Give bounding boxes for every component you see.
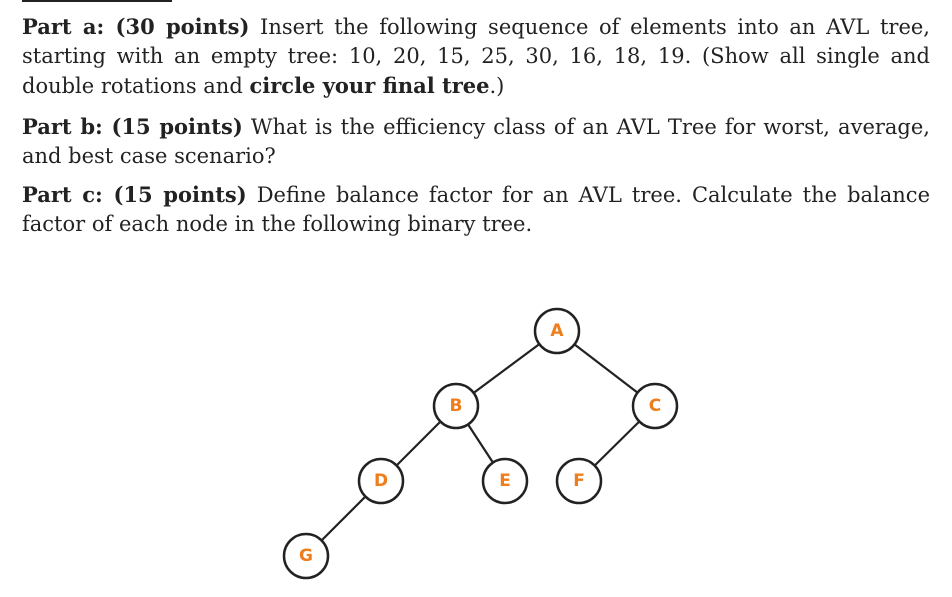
part-c-heading: Part c: (15 points): [22, 182, 247, 207]
tree-node-b-label: B: [449, 396, 463, 416]
tree-node-g: [284, 534, 328, 578]
tree-node-e: [483, 459, 527, 503]
tree-node-a: [535, 309, 579, 353]
tree-node-e-label: E: [499, 471, 511, 491]
tree-node-a-label: A: [550, 321, 564, 341]
part-b-text: What is the efficiency class of an AVL Tree for worst, average, and best case scenario?: [22, 115, 930, 168]
tree-node-b: [434, 384, 478, 428]
tree-edges: [306, 331, 655, 556]
tree-node-d: [359, 459, 403, 503]
part-b-heading: Part b: (15 points): [22, 114, 243, 139]
tree-node-f: [557, 459, 601, 503]
tree-node-d-label: D: [373, 471, 389, 491]
part-a-emphasis: circle your final tree: [249, 73, 490, 98]
tree-node-f-label: F: [573, 471, 585, 491]
tree-node-c: [633, 384, 677, 428]
part-a-heading: Part a: (30 points): [22, 14, 250, 39]
part-c-text: Define balance factor for an AVL tree. Calculate the balance factor of each node in the following binary tree.: [22, 183, 930, 236]
tree-node-g-label: G: [299, 546, 313, 566]
part-a-text-1: Insert the following sequence of elements into an AVL tree, starting with an empty tree: 10, 20, 15, 25, 30, 16, 18, 19. (Show all single and double rotations and: [22, 15, 930, 98]
tree-node-c-label: C: [648, 396, 662, 416]
part-a-text-2: .): [489, 74, 505, 98]
